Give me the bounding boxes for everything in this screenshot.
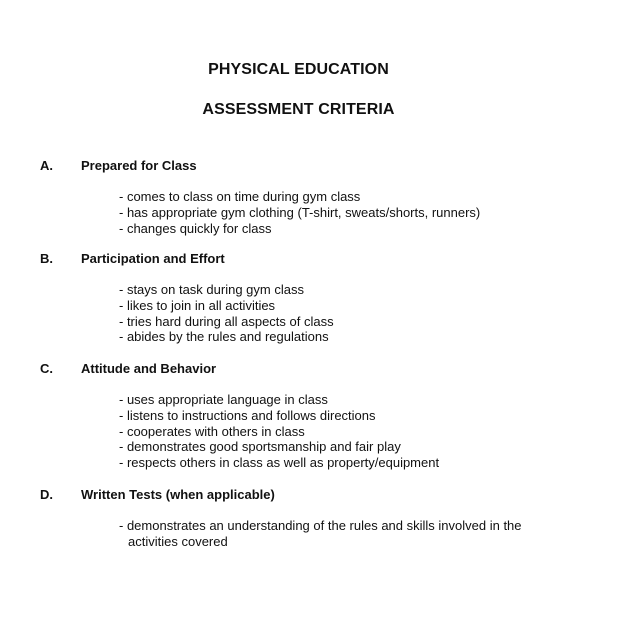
criteria-list (119, 518, 558, 550)
section-heading: Written Tests (when applicable) (81, 487, 275, 502)
list-item: - demonstrates good sportsmanship and fair play (119, 439, 401, 455)
list-item: - listens to instructions and follows directions (119, 407, 376, 423)
criteria-list (119, 282, 334, 345)
list-item: - comes to class on time during gym class (119, 189, 361, 204)
list-item: - likes to join in all activities (119, 297, 276, 313)
section-letter: D. (40, 487, 53, 502)
section-heading: Prepared for Class (81, 158, 197, 173)
list-item: - stays on task during gym class (119, 282, 304, 297)
list-item: - demonstrates an understanding of the rules and skills involved in the activities covered (119, 518, 522, 549)
page-subtitle: ASSESSMENT CRITERIA (202, 101, 395, 118)
list-item: - cooperates with others in class (119, 423, 305, 439)
section-heading: Attitude and Behavior (81, 361, 217, 376)
list-item: - changes quickly for class (119, 220, 272, 236)
criteria-list (119, 392, 439, 471)
list-item: - abides by the rules and regulations (119, 329, 329, 345)
list-item: - uses appropriate language in class (119, 392, 328, 407)
section-letter: C. (40, 361, 53, 376)
section-heading: Participation and Effort (81, 251, 225, 266)
section-letter: A. (40, 158, 53, 173)
section-letter: B. (40, 251, 53, 266)
page-title: PHYSICAL EDUCATION (208, 61, 389, 78)
list-item: - tries hard during all aspects of class (119, 313, 334, 329)
list-item: - has appropriate gym clothing (T-shirt, sweats/shorts, runners) (119, 204, 481, 220)
criteria-list (119, 189, 480, 236)
list-item: - respects others in class as well as property/equipment (119, 455, 440, 471)
